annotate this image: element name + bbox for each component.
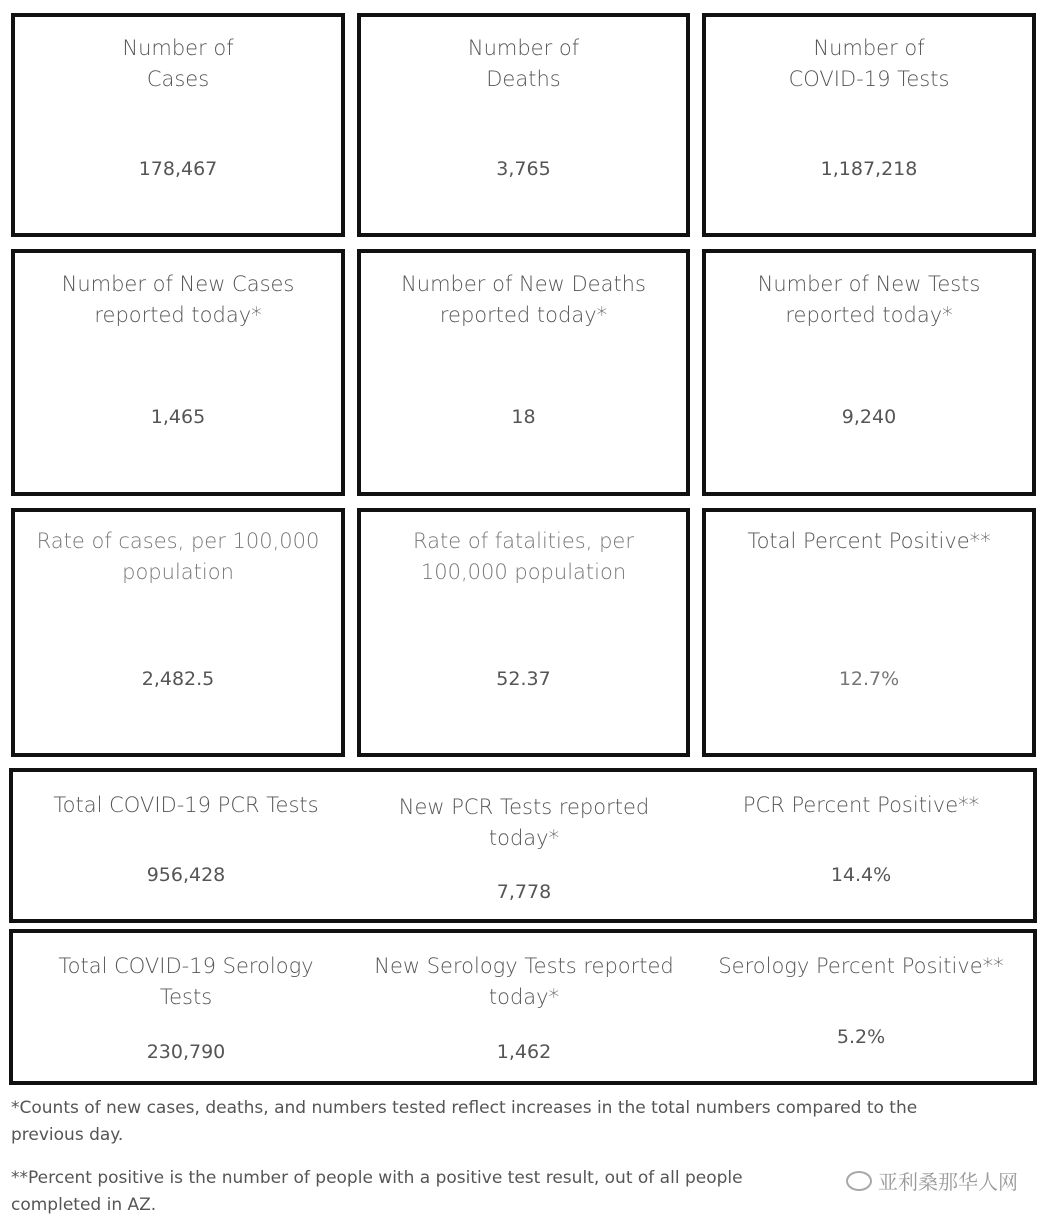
pcr-new-label: New PCR Tests reported today*	[398, 795, 650, 850]
fatality-rate-label: Rate of fatalities, per 100,000 population	[413, 529, 634, 584]
case-rate-label: Rate of cases, per 100,000 population	[36, 529, 320, 584]
new-deaths-value: 18	[511, 406, 536, 428]
serology-positive-value: 5.2%	[836, 1026, 886, 1048]
serology-new-label: New Serology Tests reported today*	[374, 954, 674, 1009]
footnote-new-counts: *Counts of new cases, deaths, and numbers tested reflect increases in the total numbers compared to the previous day.	[11, 1098, 918, 1145]
serology-new-col	[359, 933, 689, 1081]
new-cases-value: 1,465	[150, 406, 206, 428]
new-deaths-card	[357, 249, 690, 496]
case-rate-value: 2,482.5	[141, 668, 215, 690]
fatality-rate-card	[357, 508, 690, 757]
pcr-new-col	[359, 772, 689, 919]
percent-positive-value: 12.7%	[838, 668, 900, 690]
new-cases-card	[11, 249, 345, 496]
serology-total-value: 230,790	[146, 1041, 226, 1063]
new-tests-value: 9,240	[841, 406, 897, 428]
percent-positive-label: Total Percent Positive**	[747, 529, 991, 553]
tests-card	[702, 13, 1036, 237]
new-deaths-label: Number of New Deaths reported today*	[401, 272, 646, 327]
pcr-positive-col	[689, 772, 1033, 919]
pcr-positive-label: PCR Percent Positive**	[742, 793, 980, 817]
cases-card	[11, 13, 345, 237]
pcr-total-label: Total COVID-19 PCR Tests	[53, 793, 319, 817]
tests-value: 1,187,218	[820, 158, 918, 180]
watermark-text: 亚利桑那华人网	[878, 1170, 1018, 1194]
wechat-icon	[846, 1171, 872, 1191]
watermark	[846, 1166, 1018, 1195]
serology-positive-label: Serology Percent Positive**	[718, 954, 1004, 978]
new-tests-label: Number of New Tests reported today*	[757, 272, 981, 327]
serology-card	[9, 929, 1037, 1085]
deaths-card	[357, 13, 690, 237]
cases-value: 178,467	[138, 158, 218, 180]
serology-total-label: Total COVID-19 Serology Tests	[58, 954, 314, 1009]
pcr-card	[9, 768, 1037, 923]
deaths-value: 3,765	[496, 158, 551, 180]
new-cases-label: Number of New Cases reported today*	[61, 272, 295, 327]
cases-label: Number of Cases	[122, 36, 234, 91]
pcr-positive-value: 14.4%	[830, 864, 892, 886]
case-rate-card	[11, 508, 345, 757]
serology-total-col	[13, 933, 359, 1081]
footnote-percent-positive: **Percent positive is the number of people with a positive test result, out of all people completed in AZ.	[11, 1168, 743, 1215]
serology-new-value: 1,462	[496, 1041, 552, 1063]
pcr-new-value: 7,778	[496, 881, 552, 903]
pcr-total-value: 956,428	[146, 864, 226, 886]
fatality-rate-value: 52.37	[496, 668, 551, 690]
tests-label: Number of COVID-19 Tests	[788, 36, 950, 91]
pcr-total-col	[13, 772, 359, 919]
deaths-label: Number of Deaths	[467, 36, 580, 91]
new-tests-card	[702, 249, 1036, 496]
serology-positive-col	[689, 933, 1033, 1081]
percent-positive-card	[702, 508, 1036, 757]
